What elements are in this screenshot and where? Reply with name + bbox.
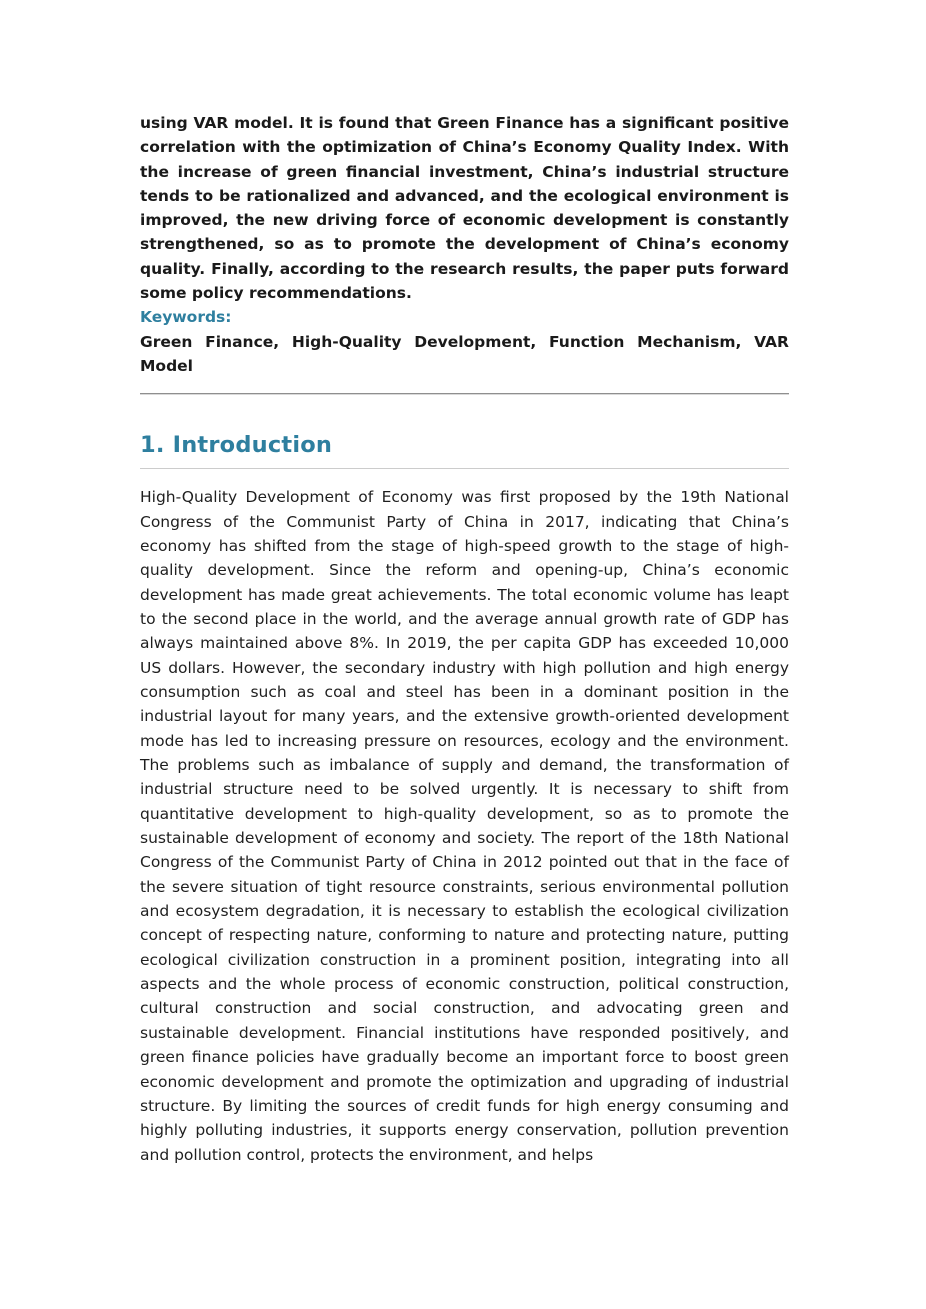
introduction-heading: 1. Introduction <box>140 432 333 459</box>
keywords-text: Green Finance, High-Quality Development, Function Mechanism, VAR Model <box>140 332 789 375</box>
paper-content-column <box>140 111 789 1167</box>
keywords-label: Keywords: <box>140 308 232 327</box>
section-divider <box>140 393 789 395</box>
introduction-paragraph: High-Quality Development of Economy was first proposed by the 19th National Congress of the Communist Party of China in 2017, indicating that China’s economy has shifted from the stage of high-speed growth to the stage of high-quality development. Since the reform and opening-up, China’s economic development has made great achievements. The total economic volume has leapt to the second place in the world, and the average annual growth rate of GDP has always maintained above 8%. In 2019, the per capita GDP has exceeded 10,000 US dollars. However, the secondary industry with high pollution and high energy consumption such as coal and steel has been in a dominant position in the industrial layout for many years, and the extensive growth-oriented development mode has led to increasing pressure on resources, ecology and the environment. The problems such as imbalance of supply and demand, the transformation of industrial structure need to be solved urgently. It is necessary to shift from quantitative development to high-quality development, so as to promote the sustainable development of economy and society. The report of the 18th National Congress of the Communist Party of China in 2012 pointed out that in the face of the severe situation of tight resource constraints, serious environmental pollution and ecosystem degradation, it is necessary to establish the ecological civilization concept of respecting nature, conforming to nature and protecting nature, putting ecological civilization construction in a prominent position, integrating into all aspects and the whole process of economic construction, political construction, cultural construction and social construction, and advocating green and sustainable development. Financial institutions have responded positively, and green finance policies have gradually become an important force to boost green economic development and promote the optimization and upgrading of industrial structure. By limiting the sources of credit funds for high energy consuming and highly polluting industries, it supports energy conservation, pollution prevention and pollution control, protects the environment, and helps <box>140 488 789 1164</box>
heading-underline <box>140 468 789 469</box>
abstract-paragraph: using VAR model. It is found that Green Finance has a significant positive correlation with the optimization of China’s Economy Quality Index. With the increase of green financial investment, China’s industrial structure tends to be rationalized and advanced, and the ecological environment is improved, the new driving force of economic development is constantly strengthened, so as to promote the development of China’s economy quality. Finally, according to the research results, the paper puts forward some policy recommendations. <box>140 114 789 303</box>
